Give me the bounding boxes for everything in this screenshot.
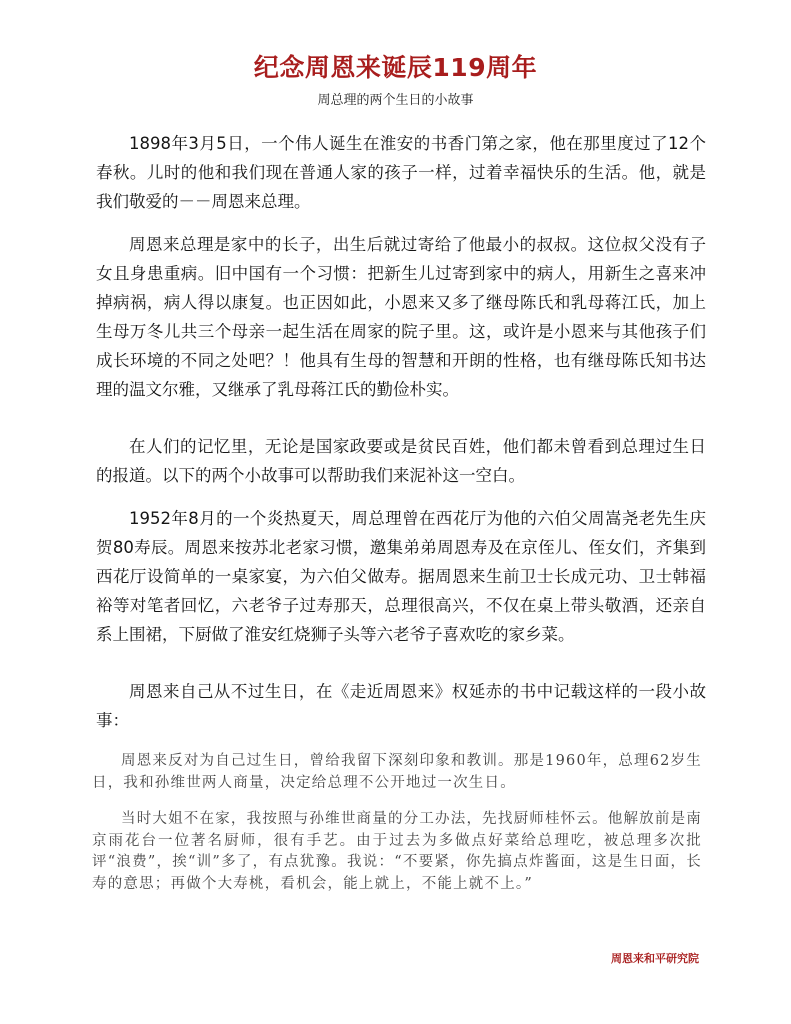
paragraph-book-intro: 周恩来自己从不过生日，在《走近周恩来》权延赤的书中记载这样的一段小故事：	[96, 682, 706, 730]
paragraph-birth: 1898年3月5日，一个伟人诞生在淮安的书香门第之家，他在那里度过了12个春秋。儿时的他和我们现在普通人家的孩子一样，过着幸福快乐的生活。他，就是我们敬爱的－－周恩来总理。	[96, 134, 706, 211]
footer-organization: 周恩来和平研究院	[611, 952, 699, 965]
paragraph-memory: 在人们的记忆里，无论是国家政要或是贫民百姓，他们都未曾看到总理过生日的报道。以下的两个小故事可以帮助我们来泥补这一空白。	[96, 437, 706, 485]
quote-paragraph-1: 周恩来反对为自己过生日，曾给我留下深刻印象和教训。那是1960年，总理62岁生日，我和孙维世两人商量，决定给总理不公开地过一次生日。	[92, 753, 702, 791]
paragraph-childhood: 周恩来总理是家中的长子，出生后就过寄给了他最小的叔叔。这位叔父没有子女且身患重病。旧中国有一个习惯：把新生儿过寄到家中的病人，用新生之喜来冲掉病祸，病人得以康复。也正因如此，小恩来又多了继母陈氏和乳母蒋江氏，加上生母万冬儿共三个母亲一起生活在周家的院子里。这，或许是小恩来与其他孩子们成长环境的不同之处吧？！他具有生母的智慧和开朗的性格，也有继母陈氏知书达理的温文尔雅，又继承了乳母蒋江氏的勤俭朴实。	[96, 235, 706, 399]
page-subtitle: 周总理的两个生日的小故事	[317, 93, 474, 108]
page-title: 纪念周恩来诞辰119周年	[253, 53, 538, 82]
quote-paragraph-2: 当时大姐不在家，我按照与孙维世商量的分工办法，先找厨师桂怀云。他解放前是南京雨花台一位著名厨师，很有手艺。由于过去为多做点好菜给总理吃，被总理多次批评“浪费”，挨“训”多了，有点犹豫。我说：“不要紧，你先搞点炸酱面，这是生日面，长寿的意思；再做个大寿桃，看机会，能上就上，不能上就不上。”	[92, 811, 702, 892]
paragraph-1952-birthday: 1952年8月的一个炎热夏天，周总理曾在西花厅为他的六伯父周嵩尧老先生庆贺80寿辰。周恩来按苏北老家习惯，邀集弟弟周恩寿及在京侄儿、侄女们，齐集到西花厅设简单的一桌家宴，为六伯父做寿。据周恩来生前卫士长成元功、卫士韩福裕等对笔者回忆，六老爷子过寿那天，总理很高兴，不仅在桌上带头敬酒，还亲自系上围裙，下厨做了淮安红烧狮子头等六老爷子喜欢吃的家乡菜。	[96, 509, 706, 644]
